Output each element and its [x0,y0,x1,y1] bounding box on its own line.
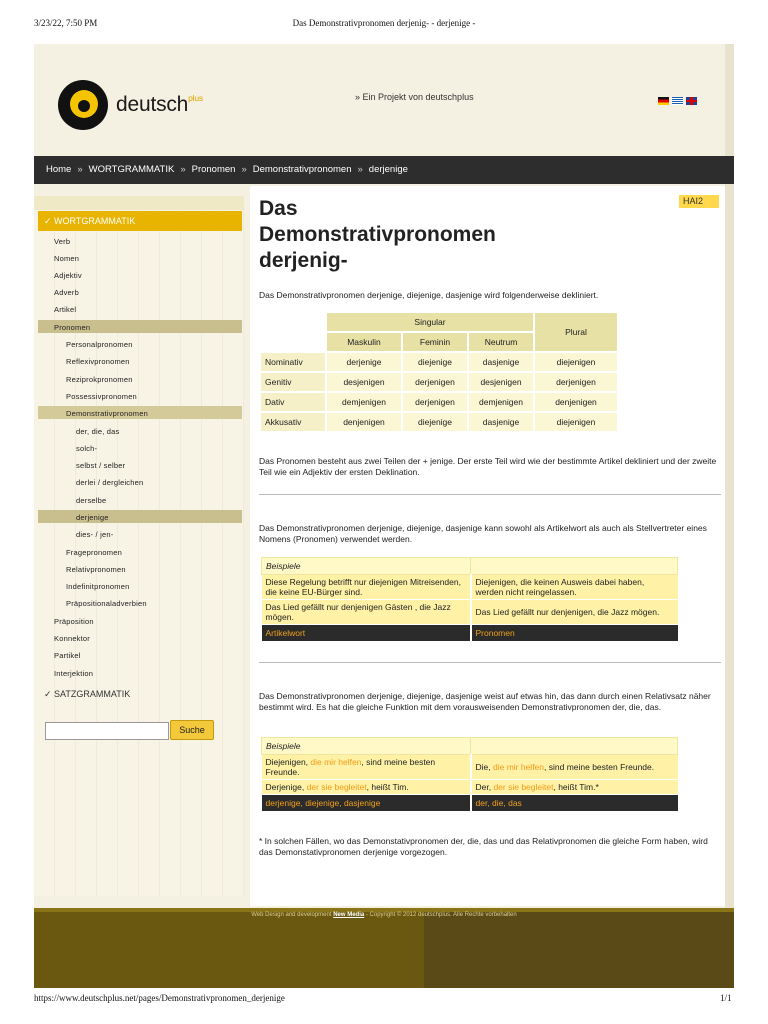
logo-text[interactable] [116,93,203,117]
crumb-derjenige[interactable]: derjenige [368,164,408,175]
footer-left-panel [34,908,424,988]
table-header-plural: Plural [535,313,617,351]
crumb-home[interactable]: Home [46,164,72,175]
logo-text-main: deutsch [116,93,189,116]
page-frame-edge [725,44,734,988]
crumb-separator: » [241,164,247,175]
sidebar-item-indefinitpronomen[interactable]: Indefinitpronomen [66,582,130,591]
project-link[interactable]: » Ein Projekt von deutschplus [355,92,474,102]
language-flags [658,92,700,110]
label-derjenige-forms: derjenige, diejenige, dasjenige [262,795,471,812]
explanation-text: Das Pronomen besteht aus zwei Teilen der + jenige. Der erste Teil wird wie der bestimmte Artikel dekliniert und der zweite Teil wie ein Adjektiv der ersten Deklination. [259,456,717,477]
intro-text: Das Demonstrativpronomen derjenige, diejenige, dasjenige wird folgenderweise dekliniert. [259,290,599,300]
sidebar-item-demonstrativpronomen[interactable]: Demonstrativpronomen [66,409,148,418]
page-title: Das Demonstrativpronomen derjenig- [259,197,496,272]
table-row: Akkusativ denjenigen diejenige dasjenige diejenigen [261,413,617,431]
examples-table-1: Beispiele Diese Regelung betrifft nur diejenigen Mitreisenden, die keine EU-Bürger sind. Diejenigen, die keinen Ausweis dabei haben, werden nicht reingelassen. Das Lied gefällt nur denjenigen Gästen , die Jazz mögen. Das Lied gefällt nur denjenigen, die Jazz mögen. Artikelwort Pronomen [261,557,678,642]
footer-new-media-link[interactable]: New Media [333,912,365,918]
footer-copyright: Web Design and development New Media - Copyright © 2012 deutschplus. Alle Rechte vorbehalten [251,912,517,918]
sidebar-section-wortgrammatik[interactable]: ✓ WORTGRAMMATIK [38,211,242,231]
table-row: Diese Regelung betrifft nur diejenigen Mitreisenden, die keine EU-Bürger sind. Diejenigen, die keinen Ausweis dabei haben, werden nicht reingelassen. [262,575,678,600]
sidebar-item-adverb[interactable]: Adverb [54,288,79,297]
logo-icon-dot [78,100,90,112]
search-input[interactable] [45,722,169,740]
sidebar-item-konnektor[interactable]: Konnektor [54,634,90,643]
sidebar-item-interjektion[interactable]: Interjektion [54,669,94,678]
sidebar-item-reflexivpronomen[interactable]: Reflexivpronomen [66,357,130,366]
sidebar-item-pronomen[interactable]: Pronomen [54,323,91,332]
sidebar [34,196,244,896]
usage-text: Das Demonstrativpronomen derjenige, diejenige, dasjenige kann sowohl als Artikelwort als auch als Stellvertreter eines Nomens (Pronomen) verwendet werden. [259,523,707,544]
sidebar-active-bar [38,510,242,523]
crumb-wortgrammatik[interactable]: WORTGRAMMATIK [88,164,175,175]
table-row: Genitiv desjenigen derjenigen desjenigen derjenigen [261,373,617,391]
crumb-separator: » [77,164,83,175]
crumb-separator: » [357,164,363,175]
table-header-feminin: Feminin [403,333,467,351]
print-doc-title: Das Demonstrativpronomen derjenig- - derjenige - [292,18,476,28]
function-text: Das Demonstrativpronomen derjenige, diejenige, dasjenige weist auf etwas hin, das dann durch einen Relativsatz näher bestimmt wird. Es hat die gleiche Funktion mit dem vorausweisenden Demonstrativpronomen der, die, das. [259,691,711,712]
divider [259,662,721,663]
de-flag-icon[interactable] [658,97,669,105]
table-row: Das Lied gefällt nur denjenigen Gästen , die Jazz mögen. Das Lied gefällt nur denjenigen, die Jazz mögen. [262,600,678,625]
sidebar-item-derselbe[interactable]: derselbe [76,496,107,505]
sidebar-item-relativpronomen[interactable]: Relativpronomen [66,565,126,574]
crumb-separator: » [180,164,186,175]
sidebar-item-artikel[interactable]: Artikel [54,305,77,314]
sidebar-item-selbst[interactable]: selbst / selber [76,461,126,470]
label-pronomen: Pronomen [471,625,678,642]
breadcrumb [34,156,734,184]
sidebar-section-satzgrammatik[interactable]: ✓ SATZGRAMMATIK [44,689,131,699]
table-row: Diejenigen, die mir helfen, sind meine besten Freunde. Die, die mir helfen, sind meine besten Freunde. [262,755,678,780]
sidebar-item-personalpronomen[interactable]: Personalpronomen [66,340,133,349]
uk-flag-icon[interactable] [686,97,697,105]
table-header-singular: Singular [327,313,533,331]
sidebar-item-reziprokpronomen[interactable]: Reziprokpronomen [66,375,133,384]
sidebar-item-derjenige[interactable]: derjenige [76,513,109,522]
sidebar-item-fragepronomen[interactable]: Fragepronomen [66,548,122,557]
print-url: https://www.deutschplus.net/pages/Demonstrativpronomen_derjenige [34,993,285,1003]
level-badge: HAI2 [679,195,719,208]
sidebar-item-praepositionaladverbien[interactable]: Präpositionaladverbien [66,599,147,608]
sidebar-item-nomen[interactable]: Nomen [54,254,80,263]
table-header-maskulin: Maskulin [327,333,401,351]
table-header-neutrum: Neutrum [469,333,533,351]
sidebar-item-derlei[interactable]: derlei / dergleichen [76,478,144,487]
sidebar-item-solch[interactable]: solch- [76,444,98,453]
label-artikelwort: Artikelwort [262,625,471,642]
divider [259,494,721,495]
sidebar-item-dies-jen[interactable]: dies- / jen- [76,530,114,539]
gr-flag-icon[interactable] [672,97,683,105]
print-datetime: 3/23/22, 7:50 PM [34,18,98,28]
sidebar-item-praeposition[interactable]: Präposition [54,617,94,626]
sidebar-item-partikel[interactable]: Partikel [54,651,81,660]
table-row: Nominativ derjenige diejenige dasjenige diejenigen [261,353,617,371]
sidebar-item-der-die-das[interactable]: der, die, das [76,427,120,436]
sidebar-top-strip [34,196,244,210]
print-page-number: 1/1 [720,993,732,1003]
crumb-pronomen[interactable]: Pronomen [191,164,236,175]
table-row: Derjenige, der sie begleitet, heißt Tim. Der, der sie begleitet, heißt Tim.* [262,780,678,795]
table-row: Dativ demjenigen derjenigen demjenigen denjenigen [261,393,617,411]
footnote-text: * In solchen Fällen, wo das Demonstativpronomen der, die, das und das Relativpronomen die gleiche Form haben, wird das Demonstativpronomen derjenige vorgezogen. [259,836,708,857]
declension-table [259,311,619,433]
examples-table-2: Beispiele Diejenigen, die mir helfen, sind meine besten Freunde. Die, die mir helfen, sind meine besten Freunde. Derjenige, der sie begleitet, heißt Tim. Der, der sie begleitet, heißt Tim.* derjenige, diejenige, dasjenige der, die, das [261,737,678,812]
search-button[interactable]: Suche [170,720,214,740]
sidebar-item-adjektiv[interactable]: Adjektiv [54,271,82,280]
sidebar-item-verb[interactable]: Verb [54,237,71,246]
sidebar-item-possessivpronomen[interactable]: Possessivpronomen [66,392,137,401]
logo-text-accent: plus [188,93,203,103]
label-der-die-das: der, die, das [471,795,678,812]
crumb-demonstrativpronomen[interactable]: Demonstrativpronomen [252,164,352,175]
